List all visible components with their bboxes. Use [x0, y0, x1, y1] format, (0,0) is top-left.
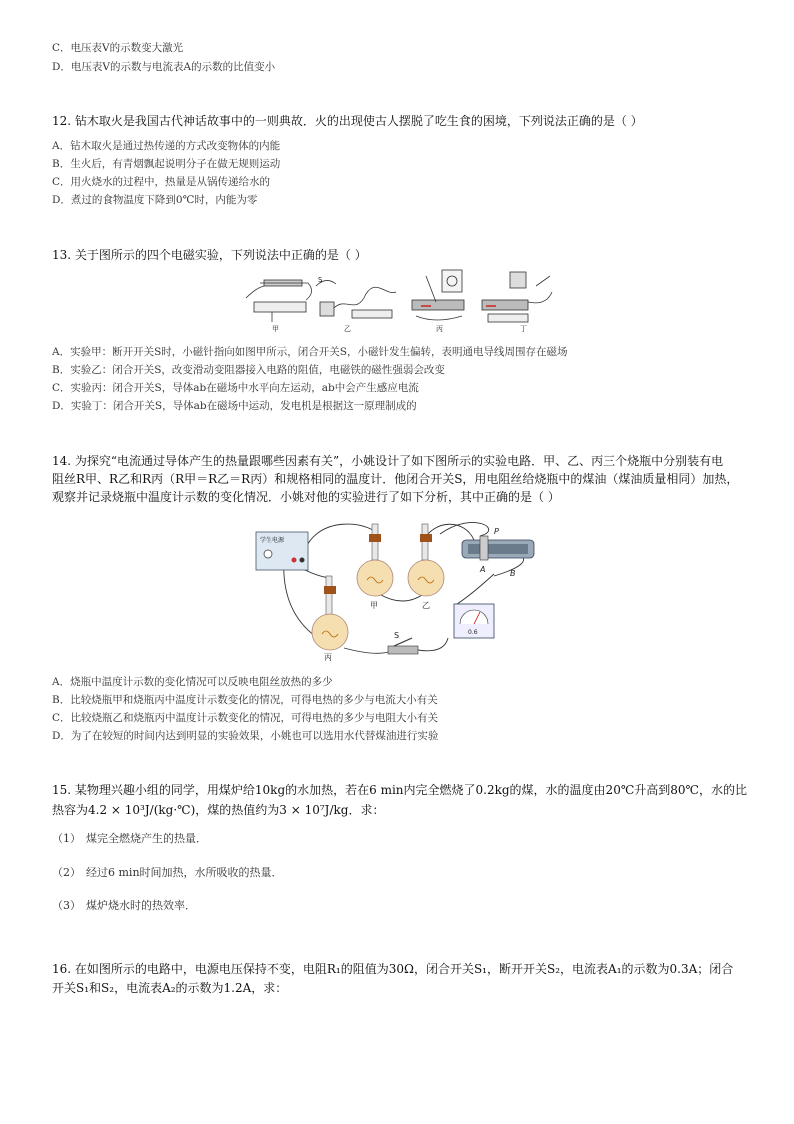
q13-option-a: A．实验甲：断开开关S时，小磁针指向如图甲所示，闭合开关S，小磁针发生偏转，表明通电导线周围存在磁场 — [52, 346, 568, 358]
q14-label-b: B — [510, 569, 516, 578]
q14-label-meter: 0.6 — [468, 629, 478, 636]
q13-option-d: D．实验丁：闭合开关S，导体ab在磁场中运动，发电机是根据这一原理制成的 — [52, 400, 417, 412]
q13-label-switch: S — [318, 276, 323, 284]
q14-option-b: B．比较烧瓶甲和烧瓶丙中温度计示数变化的情况，可得电热的多少与电流大小有关 — [52, 694, 438, 706]
q13-label-yi: 乙 — [344, 325, 351, 333]
q14-stem-line1: 14. 为探究“电流通过导体产生的热量跟哪些因素有关”，小姚设计了如下图所示的实验电路．甲、乙、丙三个烧瓶中分别装有电 — [52, 454, 724, 468]
q14-figure-circuit — [254, 514, 544, 664]
q16-stem-line1: 16. 在如图所示的电路中，电源电压保持不变，电阻R₁的阻值为30Ω，闭合开关S₁，断开开关S₂，电流表A₁的示数为0.3A；闭合 — [52, 962, 734, 976]
q14-label-p: P — [494, 527, 499, 536]
q14-stem-line2: 阻丝R甲、R乙和R丙（R甲＝R乙＝R丙）和规格相同的温度计．他闭合开关S，用电阻丝给烧瓶中的煤油（煤油质量相同）加热， — [52, 472, 739, 486]
q15-sub-3-text: 煤炉烧水时的热效率． — [86, 899, 196, 912]
q15-subquestion-3 — [52, 897, 196, 913]
q13-stem: 13. 关于图所示的四个电磁实验，下列说法中正确的是（ ） — [52, 248, 367, 262]
q14-label-power-supply: 学生电源 — [260, 537, 285, 544]
q15-stem-line2: 热容为4.2 × 10³J/(kg·℃)，煤的热值约为3 × 10⁷J/kg．求： — [52, 803, 385, 817]
q14-stem-line3: 观察并记录烧瓶中温度计示数的变化情况．小姚对他的实验进行了如下分析，其中正确的是（ ） — [52, 490, 560, 504]
q14-label-jia: 甲 — [370, 601, 378, 610]
q13-label-jia: 甲 — [272, 325, 279, 333]
q15-sub-3-number: （3） — [52, 899, 81, 912]
q15-sub-1-text: 煤完全燃烧产生的热量． — [86, 832, 207, 845]
q11-option-c: C．电压表V的示数变大激光 — [52, 42, 184, 54]
q13-option-c: C．实验丙：闭合开关S，导体ab在磁场中水平向左运动，ab中会产生感应电流 — [52, 382, 419, 394]
q13-label-ding: 丁 — [520, 325, 527, 333]
q15-subquestion-1 — [52, 830, 207, 846]
q12-option-b: B．生火后，有青烟飘起说明分子在做无规则运动 — [52, 158, 281, 170]
q15-subquestion-2 — [52, 864, 283, 880]
q14-option-d: D．为了在较短的时间内达到明显的实验效果，小姚也可以选用水代替煤油进行实验 — [52, 730, 439, 742]
q11-option-d: D．电压表V的示数与电流表A的示数的比值变小 — [52, 61, 276, 73]
q12-option-a: A．钻木取火是通过热传递的方式改变物体的内能 — [52, 140, 281, 152]
q15-stem-line1: 15. 某物理兴趣小组的同学，用煤炉给10kg的水加热，若在6 min内完全燃烧了0.2kg的煤，水的温度由20℃升高到80℃，水的比 — [52, 783, 747, 797]
q13-option-b: B．实验乙：闭合开关S，改变滑动变阻器接入电路的阻值，电磁铁的磁性强弱会改变 — [52, 364, 445, 376]
q14-label-a: A — [480, 565, 486, 574]
q15-sub-1-number: （1） — [52, 832, 81, 845]
q14-option-c: C．比较烧瓶乙和烧瓶丙中温度计示数变化的情况，可得电热的多少与电阻大小有关 — [52, 712, 439, 724]
q12-stem: 12. 钻木取火是我国古代神话故事中的一则典故．火的出现使古人摆脱了吃生食的困境，下列说法正确的是（ ） — [52, 114, 643, 128]
q14-label-yi: 乙 — [422, 601, 430, 610]
q14-option-a: A．烧瓶中温度计示数的变化情况可以反映电阻丝放热的多少 — [52, 676, 333, 688]
q13-figure-electromagnetism — [236, 266, 566, 334]
q16-stem-line2: 开关S₁和S₂，电流表A₂的示数为1.2A，求： — [52, 981, 288, 995]
q15-sub-2-text: 经过6 min时间加热，水所吸收的热量． — [86, 866, 283, 879]
q12-option-c: C．用火烧水的过程中，热量是从锅传递给水的 — [52, 176, 271, 188]
q13-label-bing: 丙 — [436, 325, 443, 333]
q12-option-d: D．煮过的食物温度下降到0℃时，内能为零 — [52, 194, 258, 206]
q15-sub-2-number: （2） — [52, 866, 81, 879]
q14-label-switch: S — [394, 631, 400, 640]
q14-label-bing: 丙 — [324, 653, 332, 662]
